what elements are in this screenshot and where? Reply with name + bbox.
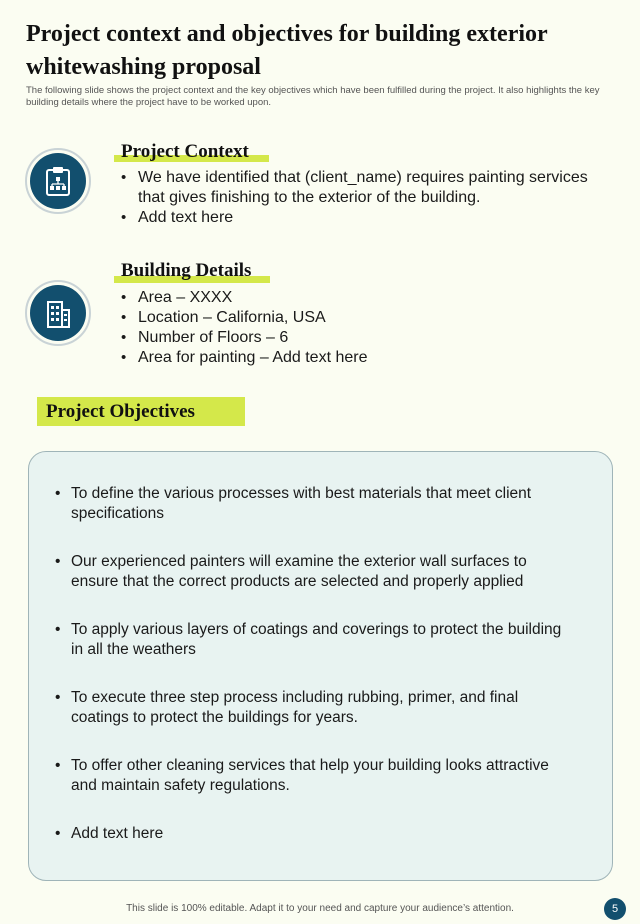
context-heading: Project Context	[121, 141, 249, 162]
objectives-list	[55, 484, 575, 872]
list-item: • Number of Floors – 6	[121, 328, 616, 348]
building-icon-badge	[25, 280, 91, 346]
objectives-heading: Project Objectives	[37, 397, 245, 426]
page-title: Project context and objectives for building exterior whitewashing proposal	[26, 21, 548, 80]
list-item: • To apply various layers of coatings and coverings to protect the building in all the weathers	[55, 620, 575, 660]
clipboard-org-chart-icon	[45, 166, 71, 196]
page-subtitle: The following slide shows the project context and the key objectives which have been fulfilled during the project. It also highlights the key building details where the project have to be worked upon.	[26, 85, 600, 108]
footer-note: This slide is 100% editable. Adapt it to your need and capture your audience’s attention.	[126, 903, 514, 914]
list-item: • Area – XXXX	[121, 288, 616, 308]
list-item: • Add text here	[55, 824, 575, 844]
building-list	[121, 288, 616, 368]
building-icon	[45, 298, 71, 328]
list-item: • To execute three step process including rubbing, primer, and final coatings to protect the buildings for years.	[55, 688, 575, 728]
building-heading: Building Details	[121, 260, 252, 281]
list-item: • Add text here	[121, 208, 616, 228]
list-item: • To offer other cleaning services that help your building looks attractive and maintain safety regulations.	[55, 756, 575, 796]
list-item: • Location – California, USA	[121, 308, 616, 328]
page-number: 5	[604, 898, 626, 920]
list-item: • To define the various processes with best materials that meet client specifications	[55, 484, 575, 524]
context-list	[121, 168, 616, 228]
list-item: • Our experienced painters will examine the exterior wall surfaces to ensure that the correct products are selected and properly applied	[55, 552, 575, 592]
list-item: • Area for painting – Add text here	[121, 348, 616, 368]
context-icon-badge	[25, 148, 91, 214]
list-item: • We have identified that (client_name) requires painting services that gives finishing to the exterior of the building.	[121, 168, 616, 208]
